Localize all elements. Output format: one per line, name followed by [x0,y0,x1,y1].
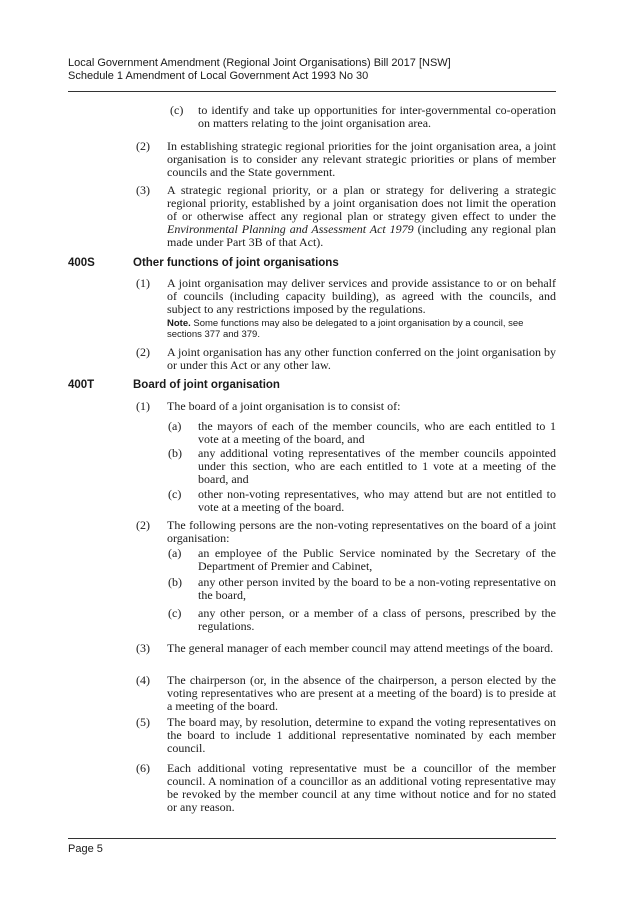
subsection-label: (2) [136,518,150,532]
subsection-text: The chairperson (or, in the absence of the chairperson, a person elected by the voting representatives who are present at a meeting of the board) is to preside at a meeting of the board. [167,673,556,713]
header-rule [68,91,556,92]
subsection-label: (1) [136,276,150,290]
note [167,318,556,340]
subsection-text: A joint organisation may deliver services and provide assistance to or on behalf of councils (including capacity building), as agreed with the councils, and subject to any restrictions imposed by the regulations. [167,276,556,316]
para-text: any additional voting representatives of the member councils appointed under this section, who are each entitled to 1 vote at a meeting of the board, and [198,446,556,486]
para-label: (c) [168,487,182,501]
act-title: Environmental Planning and Assessment Act 1979 [167,222,414,236]
subsection-label: (2) [136,139,150,153]
para-text: the mayors of each of the member councils, who are each entitled to 1 vote at a meeting of the board, and [198,419,556,446]
para-label: (a) [168,546,182,560]
subsection-label: (3) [136,641,150,655]
section-number: 400S [68,257,95,269]
section-number: 400T [68,379,95,391]
subsection-label: (3) [136,183,150,197]
subsection-text: The board may, by resolution, determine to expand the voting representatives on the board to include 1 additional representative nominated by each member council. [167,715,556,755]
text-run: A strategic regional priority, or a plan or strategy for delivering a strategic regional priority, established by a joint organisation does not limit the operation of or otherwise affect any regional plan or strategy given effect to under the [167,183,556,223]
para-label: (b) [168,575,182,589]
page-number: Page 5 [68,843,103,855]
subsection-text [167,184,556,249]
subsection-label: (5) [136,715,150,729]
header-bill-title: Local Government Amendment (Regional Joint Organisations) Bill 2017 [NSW] [68,57,451,69]
para-label: (a) [168,419,182,433]
para-text: any other person invited by the board to be a non-voting representative on the board, [198,575,556,602]
subsection-label: (4) [136,673,150,687]
running-header [68,57,451,83]
para-label: (c) [170,103,184,117]
note-text: Some functions may also be delegated to a joint organisation by a council, see sections 377 and 379. [167,318,524,340]
subsection-text: The board of a joint organisation is to consist of: [167,399,401,413]
subsection-text: Each additional voting representative must be a councillor of the member council. A nomination of a councillor as an additional voting representative may be revoked by the member council at any time without notice and for no stated or any reason. [167,761,556,814]
subsection-label: (6) [136,761,150,775]
subsection-text: In establishing strategic regional priorities for the joint organisation area, a joint organisation is to consider any relevant strategic priorities or plans of member councils and the State government. [167,139,556,179]
footer-rule [68,838,556,839]
subsection-text: The following persons are the non-voting representatives on the board of a joint organisation: [167,518,556,545]
text-run: (including any regional plan made under Part 3B of that Act). [167,222,556,249]
para-label: (b) [168,446,182,460]
subsection-label: (1) [136,399,150,413]
para-text: other non-voting representatives, who may attend but are not entitled to vote at a meeting of the board. [198,487,556,514]
para-text: any other person, or a member of a class of persons, prescribed by the regulations. [198,606,556,633]
section-heading: Board of joint organisation [133,379,280,391]
para-text: an employee of the Public Service nominated by the Secretary of the Department of Premier and Cabinet, [198,546,556,573]
subsection-text: The general manager of each member council may attend meetings of the board. [167,641,554,655]
section-heading: Other functions of joint organisations [133,257,339,269]
header-schedule: Schedule 1 Amendment of Local Government Act 1993 No 30 [68,70,369,82]
note-label: Note. [167,318,191,329]
subsection-text: A joint organisation has any other function conferred on the joint organisation by or under this Act or any other law. [167,345,556,372]
subsection-label: (2) [136,345,150,359]
para-text: to identify and take up opportunities for inter-governmental co-operation on matters relating to the joint organisation area. [198,103,556,130]
para-label: (c) [168,606,182,620]
